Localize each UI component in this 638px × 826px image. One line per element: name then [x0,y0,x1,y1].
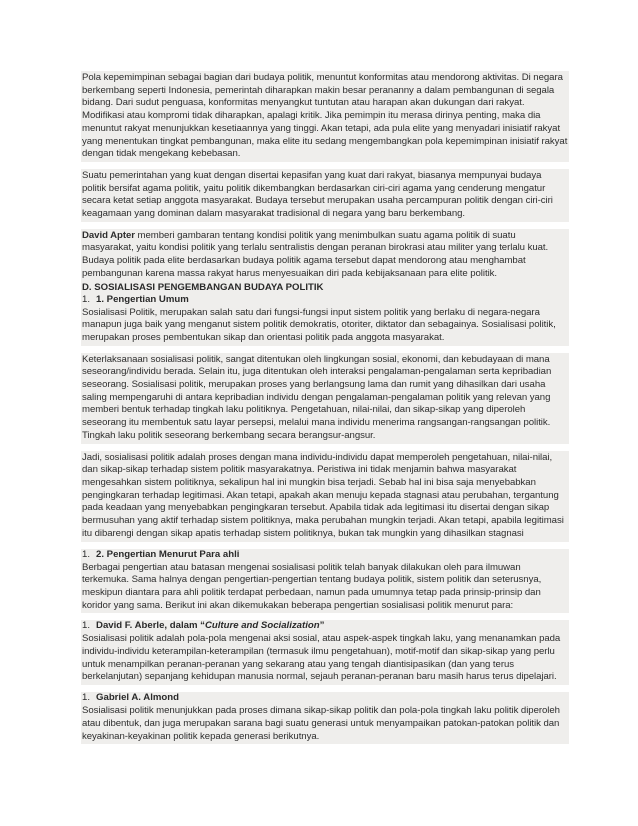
paragraph-leadership: Pola kepemimpinan sebagai bagian dari budaya politik, menuntut konformitas atau mendorong aktivitas. Di negara berkembang seperti Indonesia, pemerintah diharapkan makin besar perananny a dalam pembangunan di segala bidang. Dari sudut penguasa, konformitas menyangkut tuntutan atau harapan akan dukungan dari rakyat. Modifikasi atau kompromi tidak diharapkan, apalagi kritik. Jika pemimpin itu merasa dirinya penting, maka dia menuntut rakyat menunjukkan kesetiaannya yang tinggi. Akan tetapi, ada pula elite yang menyadari inisiatif rakyat yang menentukan tingkat pembangunan, maka elite itu sedang mengembangkan pola kepemimpinan inisiatif rakyat dengan tidak mengekang kebebasan. [81,71,569,162]
paragraph-text: memberi gambaran tentang kondisi politik yang menimbulkan suatu agama politik di suatu masyarakat, yaitu kondisi politik yang terlalu sentralistis dengan peranan birokrasi atau militer yang terlalu kuat. Budaya politik pada elite berdasarkan budaya politik agama tersebut dapat mendorong atau menghambat pembangunan karena massa rakyat harus menyesuaikan diri pada kebijaksanaan para elite politik. [82,229,549,279]
paragraph-aberle: Sosialisasi politik adalah pola-pola mengenai aksi sosial, atau aspek-aspek tingkah laku, yang menanamkan pada individu-individu keterampilan-keterampilan (termasuk ilmu pengetahuan), motif-motif dan sikap-sikap yang perlu untuk menampilkan peranan-peranan yang sekarang atau yang tengah diantisipasikan (dan yang terus berkelanjutan) sepanjang kehidupan manusia normal, sejauh peranan-peranan baru masih harus terus dipelajari. [81,632,569,685]
subheading-text: 2. Pengertian Menurut Para ahli [96,548,240,560]
subheading-almond [81,692,569,704]
subheading-text: Gabriel A. Almond [96,692,179,704]
subheading-text: David F. Aberle, dalam “ [96,620,205,632]
paragraph-implementation: Keterlaksanaan sosialisasi politik, sangat ditentukan oleh lingkungan sosial, ekonomi, dan kebudayaan di mana seseorang/individu berada. Selain itu, juga ditentukan oleh interaksi pengalaman-pengalaman serta kepribadian seseorang. Sosialisasi politik, merupakan proses yang berlangsung lama dan rumit yang dihasilkan dari usaha saling mempengaruhi di antara kepribadian individu dengan pengalaman-pengalaman politik yang relevan yang memberi bentuk terhadap tingkah laku politiknya. Pengetahuan, nilai-nilai, dan sikap-sikap yang diperoleh seseorang itu membentuk satu layar persepsi, melalui mana individu menerima rangsangan-rangsangan politik. Tingkah laku politik seseorang berkembang secara berangsur-angsur. [81,353,569,444]
paragraph-david-apter [81,229,569,282]
paragraph-definitions: Berbagai pengertian atau batasan mengenai sosialisasi politik telah banyak dilakukan oleh para ilmuwan terkemuka. Sama halnya dengan pengertian-pengertian tentang budaya politik, sistem politik dan seterusnya, meskipun diantara para ahli politik terdapat perbedaan, namun pada umumnya tetap pada prinsip-prinsip dan koridor yang sama. Berikut ini akan dikemukakan beberapa pengertian sosialisasi politik menurut para: [81,561,569,614]
document-content [81,71,569,744]
author-name: David Apter [82,229,135,241]
list-number: 1. [82,620,91,632]
book-title: Culture and Socialization [204,620,320,632]
section-heading: D. SOSIALISASI PENGEMBANGAN BUDAYA POLITIK [81,282,569,294]
paragraph-socialization: Sosialisasi Politik, merupakan salah satu dari fungsi-fungsi input sistem politik yang berlaku di negara-negara manapun juga baik yang menganut sistem politik demokratis, otoriter, diktator dan sebagainya. Sosialisasi politik, merupakan proses pembentukan sikap dan orientasi politik pada anggota masyarakat. [81,306,569,346]
list-number: 1. [82,548,91,560]
closing-quote: ” [319,620,325,632]
list-number: 1. [82,692,91,704]
subheading-text: 1. Pengertian Umum [96,293,189,305]
paragraph-conclusion: Jadi, sosialisasi politik adalah proses dengan mana individu-individu dapat memperoleh pengetahuan, nilai-nilai, dan sikap-sikap terhadap sistem politik masyarakatnya. Peristiwa ini tidak menjamin bahwa masyarakat mengesahkan sistem politiknya, sekalipun hal ini mungkin bisa terjadi. Sebab hal ini bisa saja menyebabkan pengingkaran terhadap legitimasi. Akan tetapi, apakah akan menuju kepada stagnasi atau perubahan, tergantung pada keadaan yang menyebabkan pengingkaran tersebut. Apabila tidak ada legitimasi itu disertai dengan sikap bermusuhan yang aktif terhadap sistem politiknya, maka perubahan mungkin terjadi. Akan tetapi, apabila legitimasi itu dibarengi dengan sikap apatis terhadap sistem politiknya, bukan tak mungkin yang dihasilkan stagnasi [81,451,569,542]
subheading-general [81,294,569,306]
list-number: 1. [82,293,91,305]
paragraph-almond: Sosialisasi politik menunjukkan pada proses dimana sikap-sikap politik dan pola-pola tingkah laku politik diperoleh atau dibentuk, dan juga merupakan sarana bagi suatu generasi untuk menyampaikan patokan-patokan politik dan keyakinan-keyakinan politik kepada generasi berikutnya. [81,704,569,744]
paragraph-religious-politics: Suatu pemerintahan yang kuat dengan disertai kepasifan yang kuat dari rakyat, biasanya mempunyai budaya politik bersifat agama politik, yaitu politik dikembangkan berdasarkan ciri-ciri agama yang cenderung mengatur secara ketat setiap anggota masyarakat. Budaya tersebut merupakan usaha percampuran politik dengan ciri-ciri keagamaan yang dominan dalam masyarakat tradisional di negara yang baru berkembang. [81,169,569,222]
subheading-aberle [81,620,569,632]
subheading-experts [81,549,569,561]
